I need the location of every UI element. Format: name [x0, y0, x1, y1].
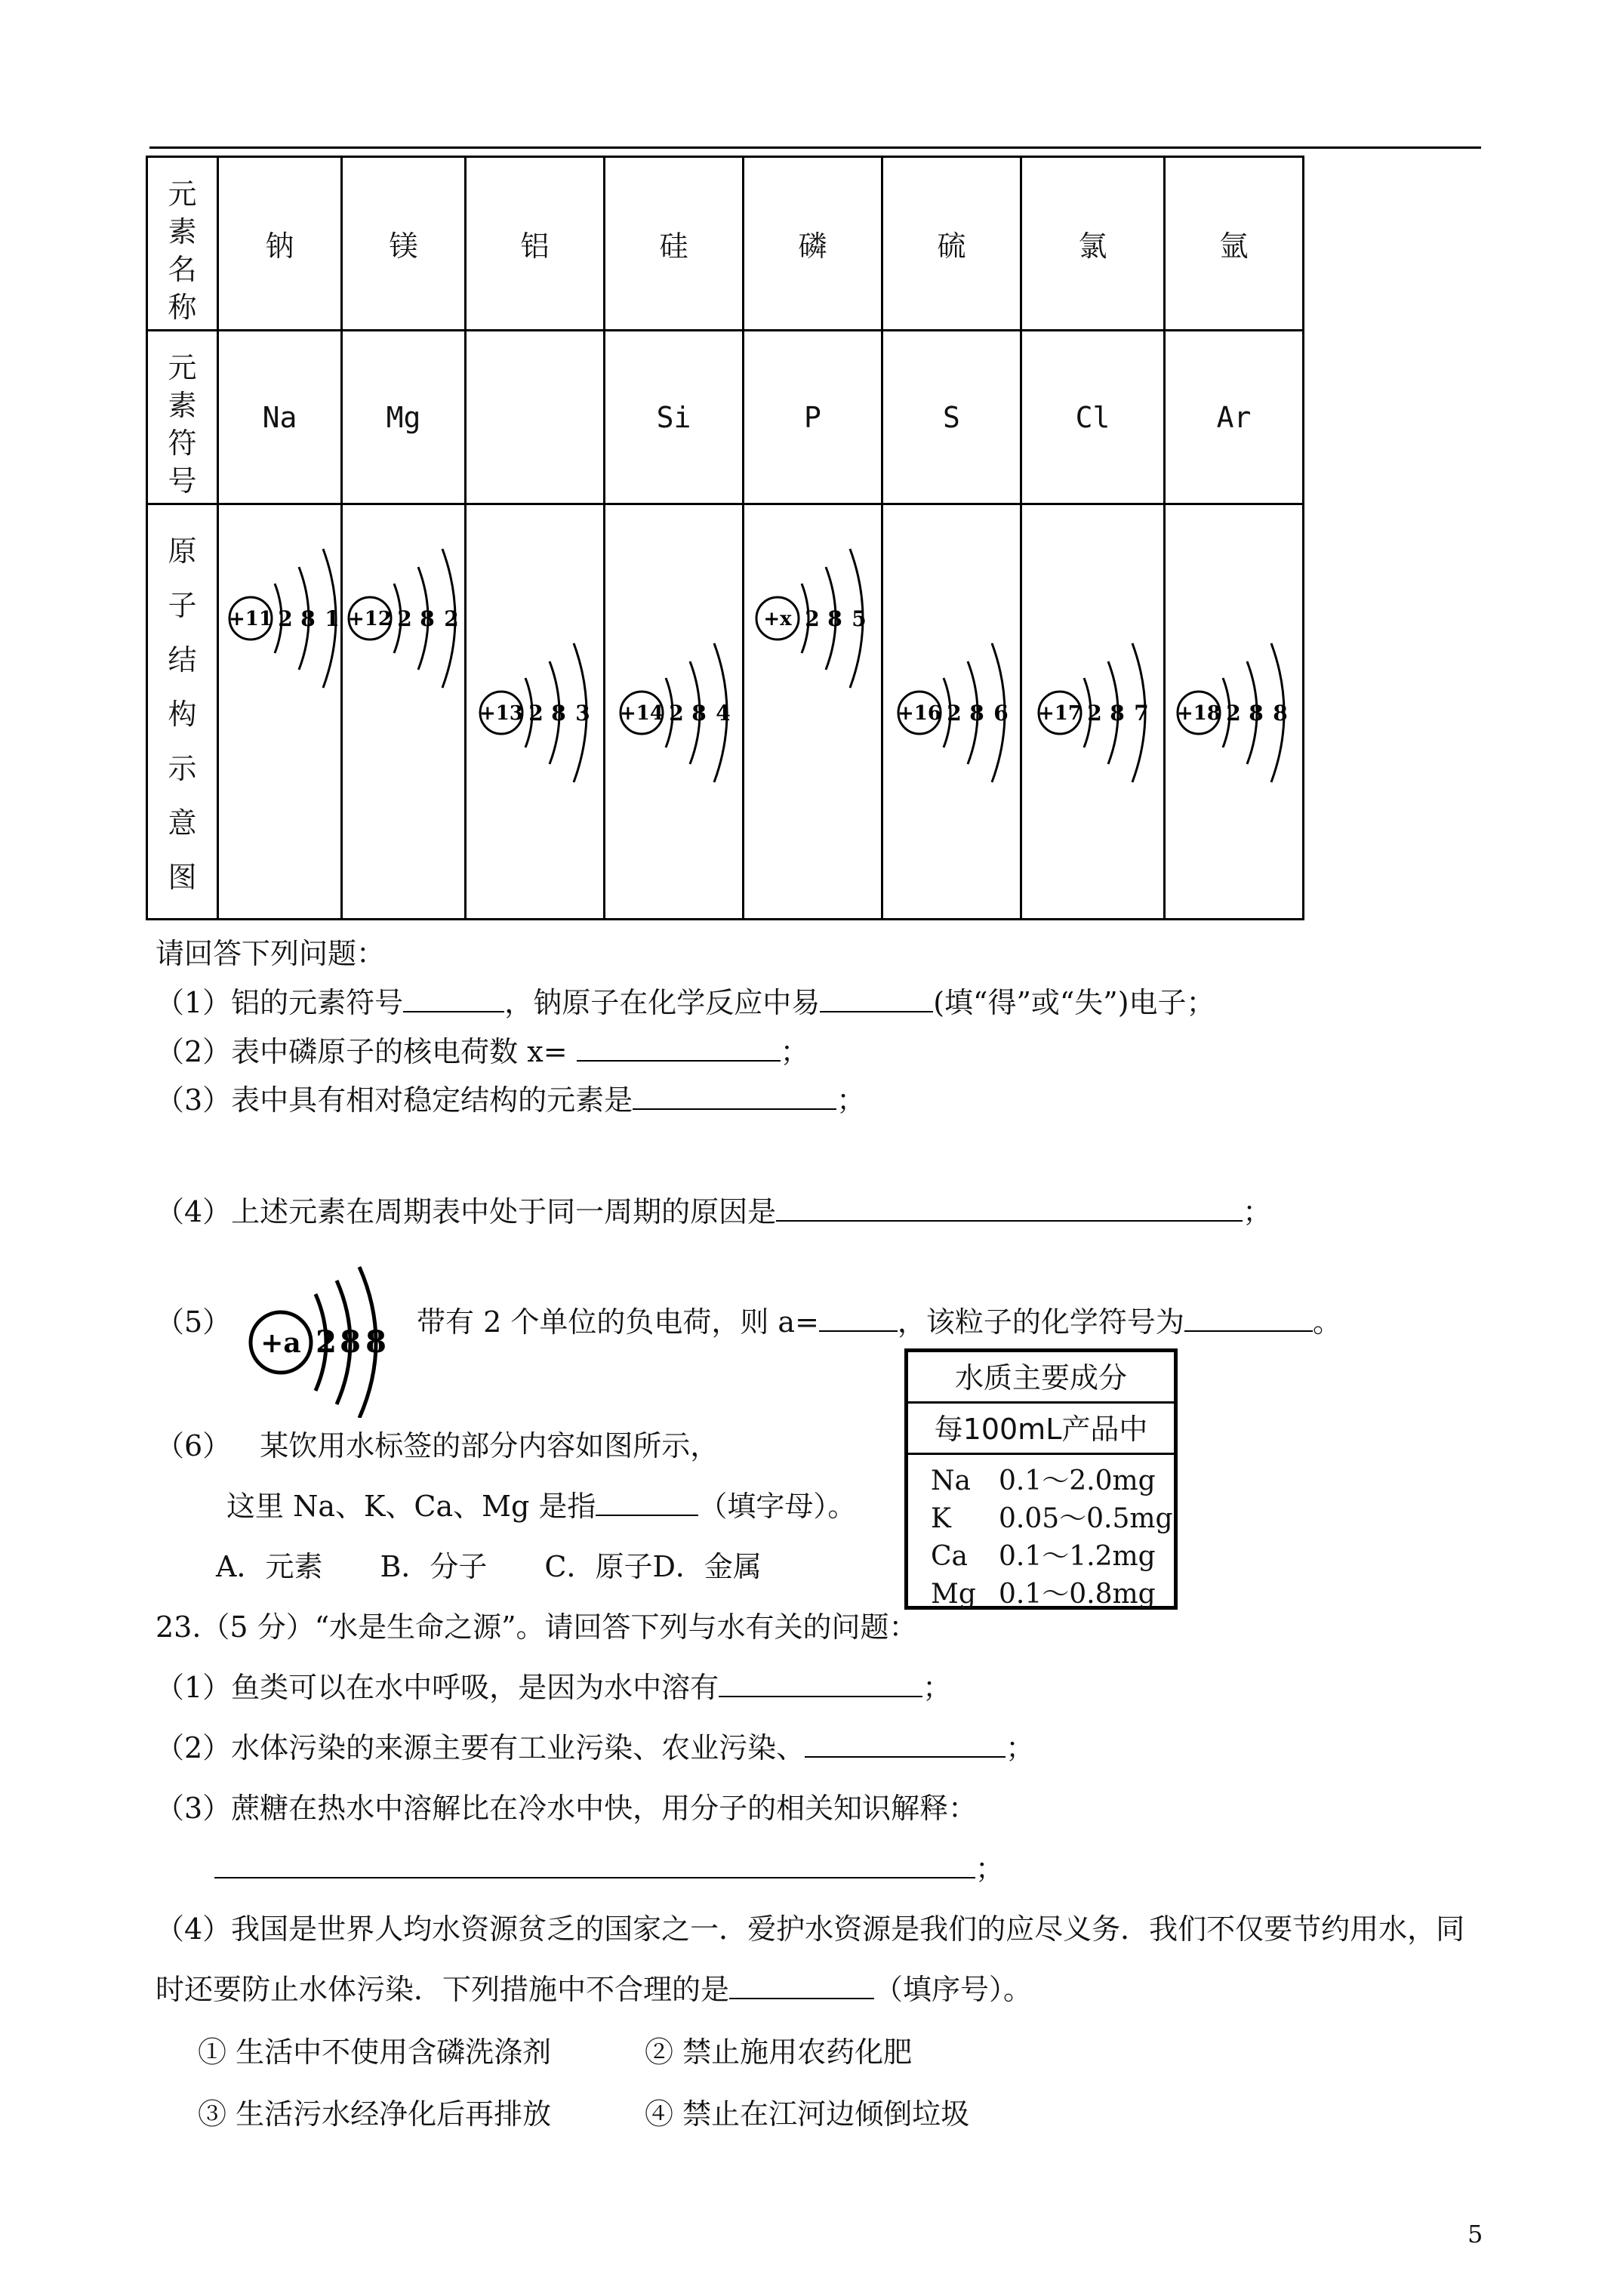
shell-electron-count: 8 [300, 606, 316, 631]
question-22-6-options: A．元素 B．分子 C．原子D．金属 [216, 1550, 762, 1583]
option-1: ① 生活中不使用含磷洗涤剂 [198, 2036, 552, 2069]
atom-diagram [219, 505, 342, 920]
element-name: 磷 [744, 157, 882, 331]
answer-blank[interactable] [403, 984, 504, 1012]
atom-diagram-cell [218, 504, 342, 920]
element-name: 氯 [1021, 157, 1165, 331]
element-symbol: Mg [342, 331, 466, 504]
option-2: ② 禁止施用农药化肥 [645, 2036, 913, 2069]
atom-diagram-cell [744, 504, 882, 920]
question-23-4-line2: 时还要防止水体污染．下列措施中不合理的是 （填序号）。 [156, 1971, 1032, 2008]
answer-blank[interactable] [214, 1850, 975, 1878]
shell-electron-count: 8 [420, 606, 435, 631]
answer-blank[interactable] [719, 1669, 922, 1697]
shell-electron-count: 4 [716, 701, 731, 726]
answer-blank[interactable] [577, 1033, 781, 1062]
shell-electron-count: 2 [528, 701, 544, 726]
row-label-symbol: 元 素 符 号 [147, 331, 218, 504]
shell-electron-count: 2 [805, 606, 820, 631]
option-3: ③ 生活污水经净化后再排放 [198, 2097, 552, 2131]
answer-blank[interactable] [633, 1081, 836, 1110]
question-intro: 请回答下列问题： [156, 937, 386, 970]
water-label-rows [931, 1462, 1173, 1613]
answer-blank[interactable] [805, 1729, 1006, 1758]
element-table [146, 156, 1304, 920]
element-symbol: P [744, 331, 882, 504]
question-22-6-b: 这里 Na、K、Ca、Mg 是指 （填字母）。 [226, 1487, 856, 1525]
ion-shell-count: 8 [340, 1324, 361, 1360]
shell-electron-count: 5 [852, 606, 867, 631]
answer-blank[interactable] [596, 1487, 698, 1516]
question-22-1: （1）铝的元素符号 ，钠原子在化学反应中易 (填“得”或“失”)电子； [156, 984, 1215, 1022]
shell-electron-count: 2 [669, 701, 684, 726]
atom-diagram-cell [882, 504, 1021, 920]
ion-shell-count: 8 [365, 1324, 387, 1360]
shell-electron-count: 8 [691, 701, 707, 726]
nucleus-label: +11 [229, 608, 273, 630]
answer-blank[interactable] [776, 1193, 1243, 1222]
shell-electron-count: 8 [1273, 701, 1288, 726]
atom-diagram-cell [342, 504, 466, 920]
element-name: 硅 [605, 157, 744, 331]
atom-diagram [1022, 505, 1165, 920]
question-22-3: （3）表中具有相对稳定结构的元素是 ； [156, 1081, 865, 1119]
shell-electron-count: 8 [1249, 701, 1264, 726]
option-4: ④ 禁止在江河边倾倒垃圾 [645, 2097, 970, 2131]
question-22-4: （4）上述元素在周期表中处于同一周期的原因是 ； [156, 1193, 1271, 1231]
shell-electron-count: 7 [1134, 701, 1149, 726]
element-symbol [466, 331, 605, 504]
ion-nucleus-label: +a [260, 1327, 301, 1359]
element-symbol: Na [218, 331, 342, 504]
water-label [904, 1348, 1178, 1610]
question-23-1: （1）鱼类可以在水中呼吸，是因为水中溶有 ； [156, 1669, 951, 1706]
question-23-3: （3）蔗糖在热水中溶解比在冷水中快，用分子的相关知识解释： [156, 1792, 978, 1825]
element-name: 氩 [1165, 157, 1304, 331]
atom-diagram-cell [605, 504, 744, 920]
shell-electron-count: 8 [1110, 701, 1125, 726]
answer-blank[interactable] [820, 984, 933, 1012]
row-label-structure: 原 子 结 构 示 意 图 [147, 504, 218, 920]
question-23-head: 23.（5 分）“水是生命之源”。请回答下列与水有关的问题： [156, 1610, 918, 1644]
nucleus-label: +13 [479, 702, 523, 725]
element-symbol: S [882, 331, 1021, 504]
water-label-title: 水质主要成分 [908, 1352, 1174, 1404]
water-label-row: K 0.05～0.5mg [931, 1503, 1173, 1534]
water-label-row: Mg 0.1～0.8mg [931, 1579, 1156, 1610]
atom-diagram [605, 505, 744, 920]
shell-electron-count: 1 [325, 606, 340, 631]
ion-diagram [242, 1244, 415, 1418]
element-name: 铝 [466, 157, 605, 331]
shell-electron-count: 2 [397, 606, 412, 631]
element-name: 钠 [218, 157, 342, 331]
atom-diagram-cell [466, 504, 605, 920]
element-name: 硫 [882, 157, 1021, 331]
water-label-row: Na 0.1～2.0mg [931, 1465, 1156, 1496]
atom-diagram [343, 505, 466, 920]
shell-electron-count: 2 [947, 701, 962, 726]
question-23-3-answer: ； [214, 1850, 1004, 1888]
question-22-6: （6） 某饮用水标签的部分内容如图所示， [156, 1429, 719, 1462]
shell-electron-count: 3 [575, 701, 590, 726]
nucleus-label: +x [763, 608, 792, 630]
answer-blank[interactable] [729, 1971, 874, 1999]
header-rule [149, 146, 1481, 149]
shell-electron-count: 8 [551, 701, 566, 726]
element-symbol: Si [605, 331, 744, 504]
shell-electron-count: 6 [993, 701, 1009, 726]
shell-electron-count: 8 [827, 606, 842, 631]
element-name: 镁 [342, 157, 466, 331]
question-23-4-line1: （4）我国是世界人均水资源贫乏的国家之一．爱护水资源是我们的应尽义务．我们不仅要节约用水，同 [156, 1912, 1465, 1946]
answer-blank[interactable] [1184, 1303, 1313, 1332]
shell-electron-count: 8 [969, 701, 984, 726]
page-number: 5 [1467, 2220, 1483, 2248]
nucleus-label: +18 [1177, 702, 1221, 725]
element-symbol: Ar [1165, 331, 1304, 504]
answer-blank[interactable] [819, 1303, 898, 1332]
atom-diagram [467, 505, 605, 920]
element-symbol: Cl [1021, 331, 1165, 504]
atom-diagram-cell [1165, 504, 1304, 920]
nucleus-label: +14 [620, 702, 664, 725]
question-22-2: （2）表中磷原子的核电荷数 x= ； [156, 1033, 809, 1071]
shell-electron-count: 2 [278, 606, 293, 631]
nucleus-label: +17 [1038, 702, 1082, 725]
atom-diagram [1166, 505, 1304, 920]
question-23-2: （2）水体污染的来源主要有工业污染、农业污染、 ； [156, 1729, 1034, 1767]
water-label-subtitle: 每100mL产品中 [908, 1404, 1174, 1455]
atom-diagram [883, 505, 1021, 920]
shell-electron-count: 2 [1226, 701, 1241, 726]
nucleus-label: +12 [348, 608, 392, 630]
ion-shell-count: 2 [316, 1324, 337, 1360]
shell-electron-count: 2 [1087, 701, 1102, 726]
row-label-name: 元 素 名 称 [147, 157, 218, 331]
nucleus-label: +16 [898, 702, 941, 725]
question-22-5-number: （5） [156, 1305, 232, 1339]
shell-electron-count: 2 [444, 606, 459, 631]
atom-diagram [744, 505, 882, 920]
question-22-5: 带有 2 个单位的负电荷，则 a= ，该粒子的化学符号为 。 [417, 1303, 1341, 1341]
water-label-row: Ca 0.1～1.2mg [931, 1541, 1156, 1572]
atom-diagram-cell [1021, 504, 1165, 920]
